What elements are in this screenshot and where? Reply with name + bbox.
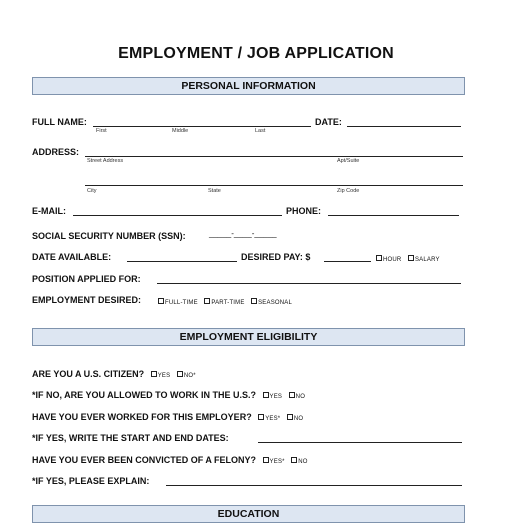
date-available-field[interactable] <box>127 261 237 262</box>
position-label: POSITION APPLIED FOR: <box>32 274 141 284</box>
felony-no-option: NO <box>298 459 308 465</box>
citizen-no-option: NO* <box>183 373 196 379</box>
full-time-checkbox[interactable] <box>158 298 164 304</box>
felony-yes-option: YES* <box>269 459 285 465</box>
employment-desired-label: EMPLOYMENT DESIRED: <box>32 295 142 305</box>
email-field[interactable] <box>73 215 282 216</box>
worked-question: HAVE YOU EVER WORKED FOR THIS EMPLOYER? <box>32 412 252 422</box>
desired-pay-label: DESIRED PAY: $ <box>241 252 311 262</box>
citizen-question: ARE YOU A U.S. CITIZEN? <box>32 369 145 379</box>
salary-checkbox[interactable] <box>408 255 414 261</box>
worked-no-option: NO <box>293 416 304 422</box>
seasonal-checkbox[interactable] <box>251 298 257 304</box>
explain-field[interactable] <box>166 485 462 486</box>
citizen-yes-checkbox[interactable] <box>151 371 157 377</box>
citizen-yes-option: YES <box>157 373 171 379</box>
street-sublabel: Street Address <box>87 158 124 164</box>
section-header-eligibility: EMPLOYMENT ELIGIBILITY <box>32 328 465 346</box>
seasonal-option: SEASONAL <box>258 300 293 306</box>
dates-field[interactable] <box>258 442 462 443</box>
full-name-field[interactable] <box>93 126 311 127</box>
ssn-field[interactable]: _____-____-_____ <box>209 229 277 238</box>
felony-question: HAVE YOU EVER BEEN CONVICTED OF A FELONY? <box>32 455 257 465</box>
city-sublabel: City <box>87 188 97 194</box>
full-time-option: FULL-TIME <box>165 300 198 306</box>
hour-checkbox[interactable] <box>376 255 382 261</box>
date-available-label: DATE AVAILABLE: <box>32 252 112 262</box>
explain-label: *IF YES, PLEASE EXPLAIN: <box>32 476 150 486</box>
felony-no-checkbox[interactable] <box>291 457 297 463</box>
hour-option: HOUR <box>383 257 402 263</box>
apt-sublabel: Apt/Suite <box>337 158 360 164</box>
phone-field[interactable] <box>328 215 459 216</box>
allowed-yes-option: YES <box>269 394 283 400</box>
city-state-zip-field[interactable] <box>85 185 463 186</box>
middle-sublabel: Middle <box>172 128 189 134</box>
worked-no-checkbox[interactable] <box>287 414 293 420</box>
last-sublabel: Last <box>255 128 266 134</box>
allowed-question: *IF NO, ARE YOU ALLOWED TO WORK IN THE U.S.? <box>32 390 257 400</box>
felony-yes-checkbox[interactable] <box>263 457 269 463</box>
address-label: ADDRESS: <box>32 147 80 157</box>
page-title: EMPLOYMENT / JOB APPLICATION <box>118 45 394 62</box>
section-header-education: EDUCATION <box>32 505 465 523</box>
allowed-no-option: NO <box>295 394 306 400</box>
worked-yes-option: YES* <box>265 416 281 422</box>
worked-yes-checkbox[interactable] <box>258 414 264 420</box>
date-field[interactable] <box>347 126 461 127</box>
first-sublabel: First <box>96 128 107 134</box>
part-time-option: PART-TIME <box>211 300 245 306</box>
date-label: DATE: <box>315 117 342 127</box>
state-sublabel: State <box>208 188 221 194</box>
citizen-no-checkbox[interactable] <box>177 371 183 377</box>
allowed-yes-checkbox[interactable] <box>263 392 269 398</box>
allowed-no-checkbox[interactable] <box>289 392 295 398</box>
phone-label: PHONE: <box>286 206 322 216</box>
section-header-personal: PERSONAL INFORMATION <box>32 77 465 95</box>
dates-label: *IF YES, WRITE THE START AND END DATES: <box>32 433 229 443</box>
part-time-checkbox[interactable] <box>204 298 210 304</box>
desired-pay-field[interactable] <box>324 261 371 262</box>
email-label: E-MAIL: <box>32 206 66 216</box>
position-field[interactable] <box>157 283 461 284</box>
salary-option: SALARY <box>414 257 440 263</box>
full-name-label: FULL NAME: <box>32 117 87 127</box>
ssn-label: SOCIAL SECURITY NUMBER (SSN): <box>32 231 186 241</box>
street-field[interactable] <box>85 156 463 157</box>
zip-sublabel: Zip Code <box>337 188 360 194</box>
